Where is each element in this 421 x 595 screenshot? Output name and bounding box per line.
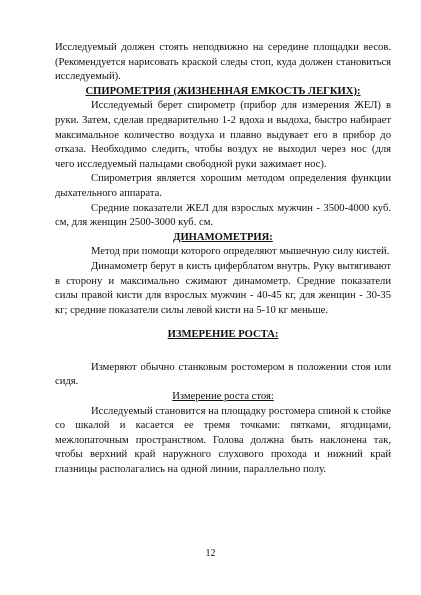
heading-dynamometry: ДИНАМОМЕТРИЯ: (173, 231, 273, 243)
spacer (55, 318, 391, 328)
paragraph-standing-height-procedure: Исследуемый становится на площадку ростомера спиной к стойке со шкалой и касается ее тремя точками: пятками, ягодицами, межлопаточным пространством. Голова должна быть наклонена так, чтобы верхний край наружного слухового прохода и нижний край глазницы располагались на одной линии, параллельно полу. (55, 405, 391, 476)
spacer (55, 343, 391, 361)
page-content (55, 41, 391, 478)
paragraph-dynamometry-definition: Метод при помощи которого определяют мышечную силу кистей. (91, 246, 390, 258)
page-number: 12 (205, 548, 216, 559)
paragraph-spirometry-procedure: Исследуемый берет спирометр (прибор для измерения ЖЕЛ) в руки. Затем, сделав предварительно 1-2 вдоха и выдоха, быстро набирает максимальное количество воздуха и плавно выдувает его в прибор до отказа. Необходимо следить, чтобы воздух не выходил через нос (для чего исследуемый пальцами свободной руки зажимает нос). (55, 100, 391, 170)
heading-spirometry: СПИРОМЕТРИЯ (ЖИЗНЕННАЯ ЕМКОСТЬ ЛЕГКИХ): (85, 85, 361, 97)
heading-height-measurement: ИЗМЕРЕНИЕ РОСТА: (167, 329, 279, 341)
paragraph-vital-capacity-norms: Средние показатели ЖЕЛ для взрослых мужчин - 3500-4000 куб. см, для женщин 2500-3000 куб. см. (55, 202, 391, 229)
paragraph-spirometry-method: Спирометрия является хорошим методом определения функции дыхательного аппарата. (55, 173, 391, 199)
subheading-standing-height: Измерение роста стоя: (172, 391, 274, 403)
paragraph-weighing-position: Исследуемый должен стоять неподвижно на середине площадки весов. (Рекомендуется нарисовать краской следы стоп, куда должен становиться исследуемый). (55, 42, 391, 83)
paragraph-height-method: Измеряют обычно станковым ростомером в положении стоя или сидя. (55, 361, 391, 388)
paragraph-dynamometry-procedure: Динамометр берут в кисть циферблатом внутрь. Руку вытягивают в сторону и максимально сжимают динамометр. Средние показатели силы правой кисти для взрослых мужчин - 40-45 кг, для женщин - 30-35 кг; средние показатели силы левой кисти на 5-10 кг меньше. (55, 260, 391, 316)
